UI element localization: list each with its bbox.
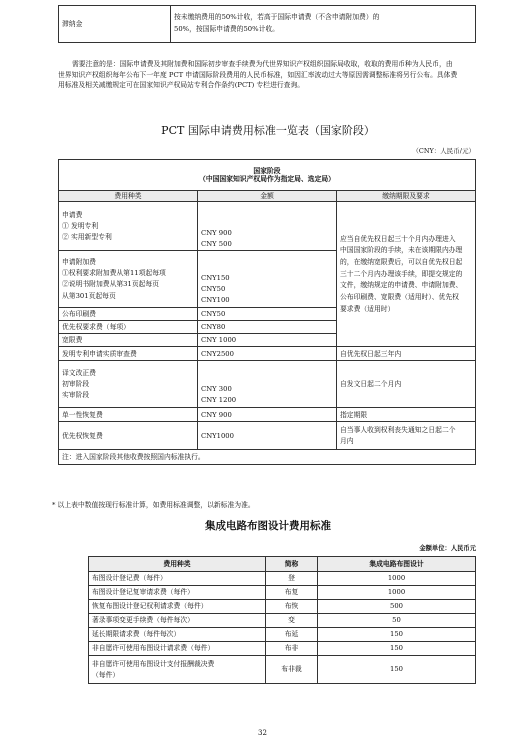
col-header-deadline: 缴纳期限及要求 <box>337 191 476 202</box>
translation-fee-amount: CNY 300 CNY 1200 <box>198 361 337 408</box>
priority-restore-fee-deadline: 自当事人收到权利丧失通知之日起二个 月内 <box>337 422 476 450</box>
unity-fee-deadline: 指定期限 <box>337 408 476 422</box>
col-header-fee-type: 费用种类 <box>59 191 198 202</box>
grace-fee-amount: CNY 1000 <box>198 334 337 347</box>
pct-fee-table <box>58 159 476 465</box>
table-row: 延长期限请求费（每件每次） 布延 150 <box>89 628 476 642</box>
priority-restore-fee-name: 优先权恢复费 <box>59 422 198 450</box>
table-row: 恢复布图设计登记权利请求费（每件） 布恢 500 <box>89 600 476 614</box>
publication-fee-name: 公布印刷费 <box>59 308 198 321</box>
translation-fee-deadline: 自发文日起二个月内 <box>337 361 476 408</box>
table-row: 布图设计登记复审请求费（每件） 布复 1000 <box>89 586 476 600</box>
table-row: 非自愿许可使用布图设计请求费（每件） 布非 150 <box>89 642 476 656</box>
additional-fee-name: 申请附加费 ①权利要求附加费从第11项起每项 ②说明书附加费从第31页起每页 从第301页起每页 <box>59 251 198 308</box>
ic-col-header-amount: 集成电路布图设计 <box>318 557 476 572</box>
publication-fee-amount: CNY50 <box>198 308 337 321</box>
priority-claim-fee-amount: CNY80 <box>198 321 337 334</box>
pct-footnote: 注：进入国家阶段其他收费按照国内标准执行。 <box>59 450 476 465</box>
exam-fee-deadline: 自优先权日起三年内 <box>337 347 476 361</box>
unity-fee-name: 单一性恢复费 <box>59 408 198 422</box>
exam-fee-amount: CNY2500 <box>198 347 337 361</box>
pct-header: 国家阶段 （中国国家知识产权局作为指定局、选定局） <box>59 160 476 191</box>
col-header-amount: 金额 <box>198 191 337 202</box>
asterisk-note: * 以上表中数值按现行标准计算，如费用标准调整，以新标准为准。 <box>52 501 255 509</box>
application-fee-amount: CNY 900 CNY 500 <box>198 202 337 251</box>
additional-fee-amount: CNY150 CNY50 CNY100 <box>198 251 337 308</box>
translation-fee-name: 译文改正费 初审阶段 实审阶段 <box>59 361 198 408</box>
priority-restore-fee-amount: CNY1000 <box>198 422 337 450</box>
exam-fee-name: 发明专利申请实质审查费 <box>59 347 198 361</box>
page-number: 32 <box>258 729 267 737</box>
application-fee-name: 申请费 ① 发明专利 ② 实用新型专利 <box>59 202 198 251</box>
table-row: 非自愿许可使用布图设计支付报酬裁决费 （每件） 布非裁 150 <box>89 656 476 684</box>
ic-unit-note: 金额单位：人民币元 <box>419 545 476 552</box>
pct-table-title: PCT 国际申请费用标准一览表（国家阶段） <box>161 124 375 137</box>
late-fee-name: 滞纳金 <box>59 6 171 43</box>
table-row: 布图设计登记费（每件） 登 1000 <box>89 572 476 586</box>
priority-claim-fee-name: 优先权要求费（每项） <box>59 321 198 334</box>
ic-fee-table <box>88 556 476 684</box>
table-row: 著录事项变更手续费（每件每次） 变 50 <box>89 614 476 628</box>
national-phase-deadline: 应当自优先权日起三十个月内办理进入 中国国家阶段的手续，未在该期限内办理 的，在缴纳宽限费后，可以自优先权日起 三十二个月内办理该手续，即提交规定的 文件，缴纳规定的申请费、申请附加费、 公布印刷费、宽限费（适用时）、优先权 要求费（适用时） <box>337 202 476 347</box>
pct-currency-note: （CNY：人民币/元） <box>412 147 475 155</box>
grace-fee-name: 宽限费 <box>59 334 198 347</box>
unity-fee-amount: CNY 900 <box>198 408 337 422</box>
ic-table-title: 集成电路布图设计费用标准 <box>205 520 331 532</box>
note-paragraph: 需要注意的是：国际申请费及其附加费和国际初步审查手续费为代世界知识产权组织国际局收取，收取的费用币种为人民币，由 世界知识产权组织每年公布下一年度 PCT 申请国际阶段费用的人民币标准，如因汇率波动过大等原因需调整标准将另行公布。具体费 用标准及相关减缴规定可在国家知识产权局站专利合作条约(PCT) 专栏进行查询。 <box>58 60 458 90</box>
ic-col-header-abbr: 简称 <box>266 557 318 572</box>
late-fee-desc: 按未缴纳费用的50%计收，若高于国际申请费（不含申请附加费）的 50%，按国际申请费的50%计收。 <box>171 6 476 43</box>
top-fee-table <box>58 5 476 43</box>
ic-col-header-type: 费用种类 <box>89 557 266 572</box>
